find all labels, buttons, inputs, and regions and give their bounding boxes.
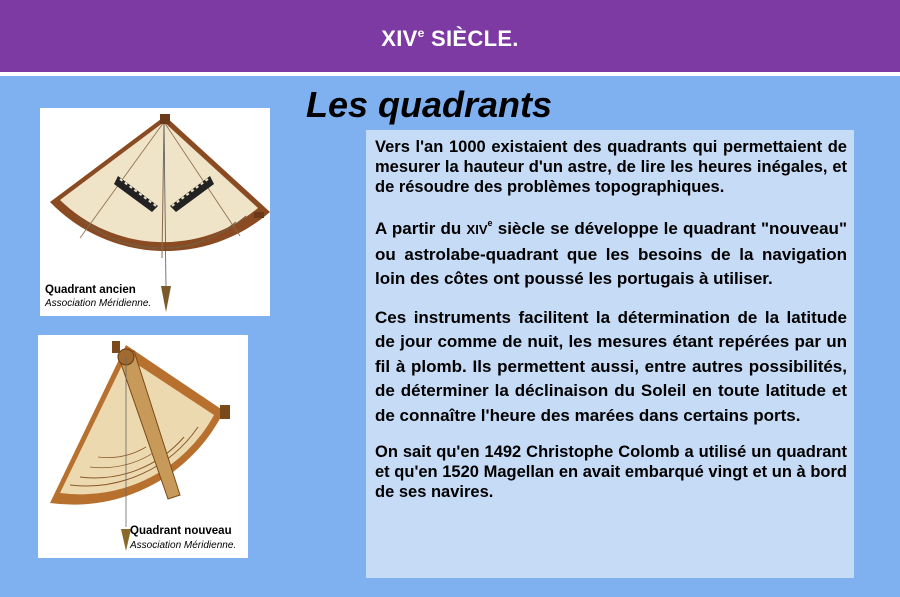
century-title-suffix: SIÈCLE. — [424, 26, 519, 51]
paragraph-2: A partir du XIVe siècle se développe le quadrant "nouveau" ou astrolabe-quadrant que les besoins de la navigation loin des côtes ont poussé les portugais à utiliser. — [375, 218, 847, 288]
figure-caption: Quadrant nouveau — [130, 525, 232, 537]
header-banner — [0, 0, 900, 76]
figure-quadrant-nouveau — [38, 335, 248, 558]
paragraph-3: Ces instruments facilitent la détermination de la latitude de jour comme de nuit, les mesures étant repérées par un fil à plomb. Ils permettent aussi, entre autres possibilités, de déterminer la déclinaison du Soleil en toute latitude et de connaître l'heure des marées dans certains ports. — [375, 307, 847, 425]
paragraph-4: On sait qu'en 1492 Christophe Colomb a utilisé un quadrant et qu'en 1520 Magellan en avait embarqué vingt et un à bord de ses navires. — [375, 443, 847, 501]
century-title-numeral: XIV — [381, 26, 418, 51]
century-superscript: e — [487, 218, 493, 228]
page-title: Les quadrants — [306, 84, 553, 125]
figure-credit: Association Méridienne. — [45, 298, 152, 309]
century-title-superscript: e — [417, 26, 425, 40]
paragraph-1: Vers l'an 1000 existaient des quadrants qui permettaient de mesurer la hauteur d'un astre, de lire les heures inégales, et de résoudre des problèmes topographiques. — [375, 138, 847, 196]
figure-credit: Association Méridienne. — [130, 540, 237, 551]
figure-quadrant-ancien — [40, 108, 270, 316]
century-title — [0, 26, 900, 52]
text-panel — [366, 130, 854, 578]
figure-caption: Quadrant ancien — [45, 284, 136, 296]
century-numeral: XIV — [466, 222, 488, 237]
